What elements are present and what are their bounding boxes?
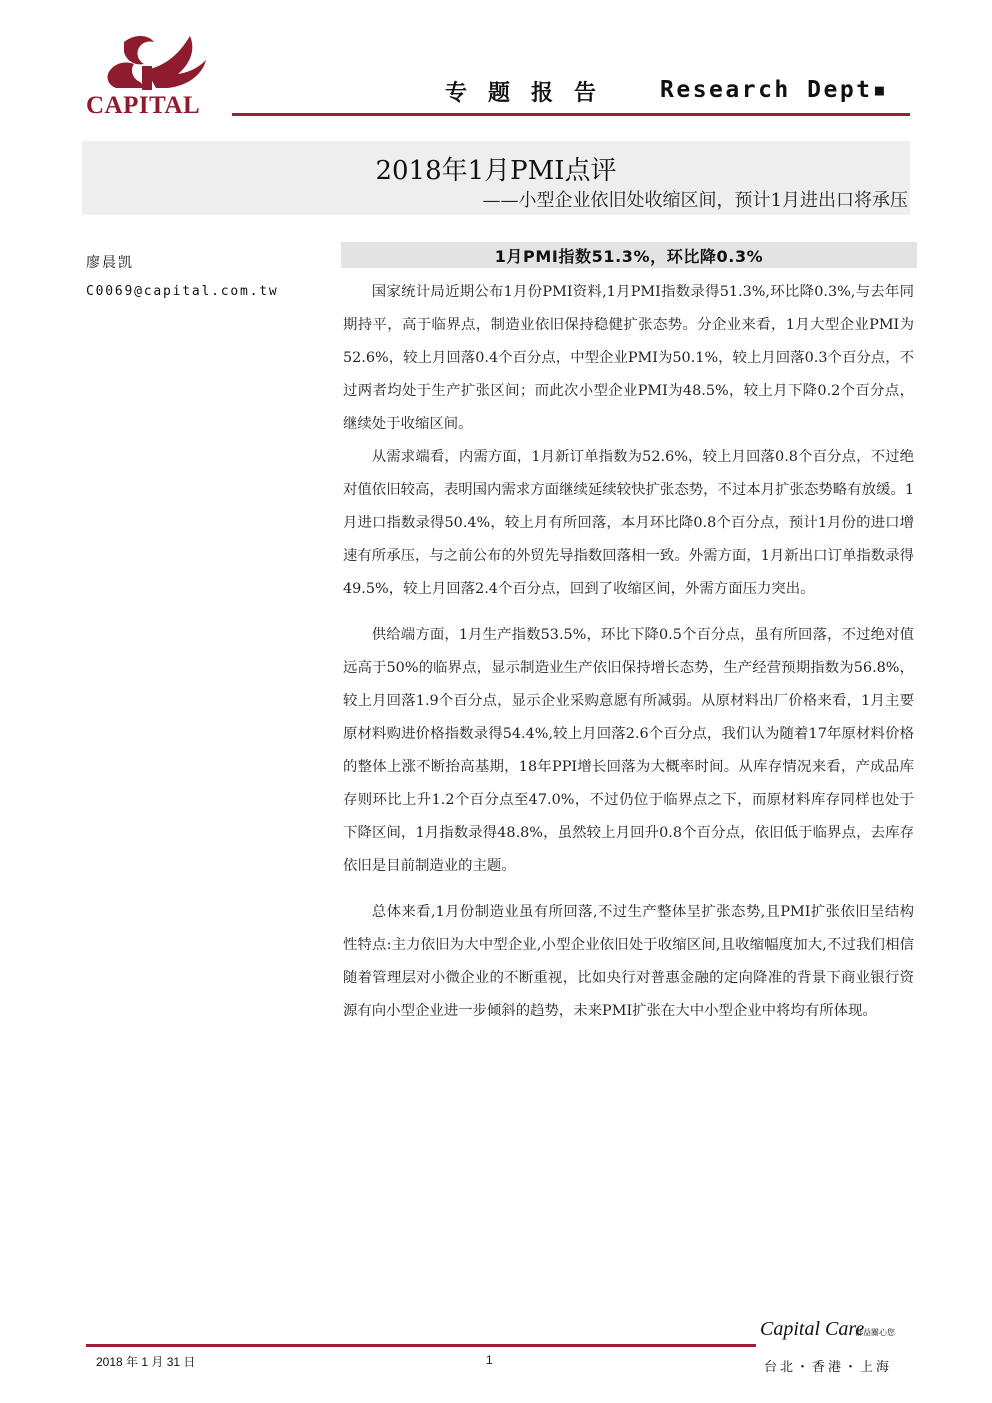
footer-cities: 台北・香港・上海: [764, 1360, 893, 1375]
logo-eagle-body: [107, 62, 146, 88]
page-number: 1: [486, 1353, 493, 1367]
paragraph: 国家统计局近期公布1月份PMI资料,1月PMI指数录得51.3%,环比降0.3%,与去年同期持平，高于临界点，制造业依旧保持稳健扩张态势。分企业来看，1月大型企业PMI为52.6%，较上月回落0.4个百分点，中型企业PMI为50.1%，较上月回落0.3个百分点，不过两者均处于生产扩张区间；而此次小型企业PMI为48.5%，较上月下降0.2个百分点，继续处于收缩区间。: [343, 284, 914, 432]
logo-wordmark: CAPITAL: [86, 92, 201, 119]
paragraph: 从需求端看，内需方面，1月新订单指数为52.6%，较上月回落0.8个百分点，不过绝对值依旧较高，表明国内需求方面继续延续较快扩张态势，不过本月扩张态势略有放缓。1月进口指数录得50.4%，较上月有所回落，本月环比降0.8个百分点，预计1月份的进口增速有所承压，与之前公布的外贸先导指数回落相一致。外需方面，1月新出口订单指数录得49.5%，较上月回落2.4个百分点，回到了收缩区间，外需方面压力突出。: [343, 449, 914, 597]
logo-eagle-wing: [146, 36, 206, 88]
logo-eagle-tail: [142, 66, 152, 90]
logo-eagle-head: [124, 36, 154, 64]
author-name: 廖晨凯: [86, 255, 134, 271]
author-email[interactable]: C0069@capital.com.tw: [86, 284, 279, 299]
header-rule: [232, 113, 910, 116]
department-label: Research Dept▪: [660, 77, 889, 103]
report-body: [343, 276, 914, 1041]
paragraph: 总体来看,1月份制造业虽有所回落,不过生产整体呈扩张态势,且PMI扩张依旧呈结构性特点:主力依旧为大中型企业,小型企业依旧处于收缩区间,且收缩幅度加大,不过我们相信随着管理层对小微企业的不断重视，比如央行对普惠金融的定向降准的背景下商业银行资源有向小型企业进一步倾斜的趋势，未来PMI扩张在大中小型企业中将均有所体现。: [343, 904, 914, 1019]
paragraph: 供给端方面，1月生产指数53.5%，环比下降0.5个百分点，虽有所回落，不过绝对值远高于50%的临界点，显示制造业生产依旧保持增长态势，生产经营预期指数为56.8%，较上月回落1.9个百分点，显示企业采购意愿有所减弱。从原材料出厂价格来看，1月主要原材料购进价格指数录得54.4%,较上月回落2.6个百分点，我们认为随着17年原材料价格的整体上涨不断抬高基期，18年PPI增长回落为大概率时间。从库存情况来看，产成品库存则环比上升1.2个百分点至47.0%，不过仍位于临界点之下，而原材料库存同样也处于下降区间，1月指数录得48.8%，虽然较上月回升0.8个百分点，依旧低于临界点，去库存依旧是目前制造业的主题。: [343, 627, 914, 874]
footer-slogan: 群益關心您: [855, 1328, 895, 1337]
report-title: 2018年1月PMI点评: [375, 156, 617, 186]
section-headline: 1月PMI指数51.3%，环比降0.3%: [494, 247, 764, 266]
report-type-title: 专题报告: [445, 81, 618, 106]
footer-rule: [86, 1344, 756, 1347]
report-subtitle: ——小型企业依旧处收缩区间，预计1月进出口将承压: [482, 190, 908, 211]
footer-brand: Capital Care: [760, 1318, 865, 1340]
footer-date: 2018 年 1 月 31 日: [96, 1355, 196, 1369]
